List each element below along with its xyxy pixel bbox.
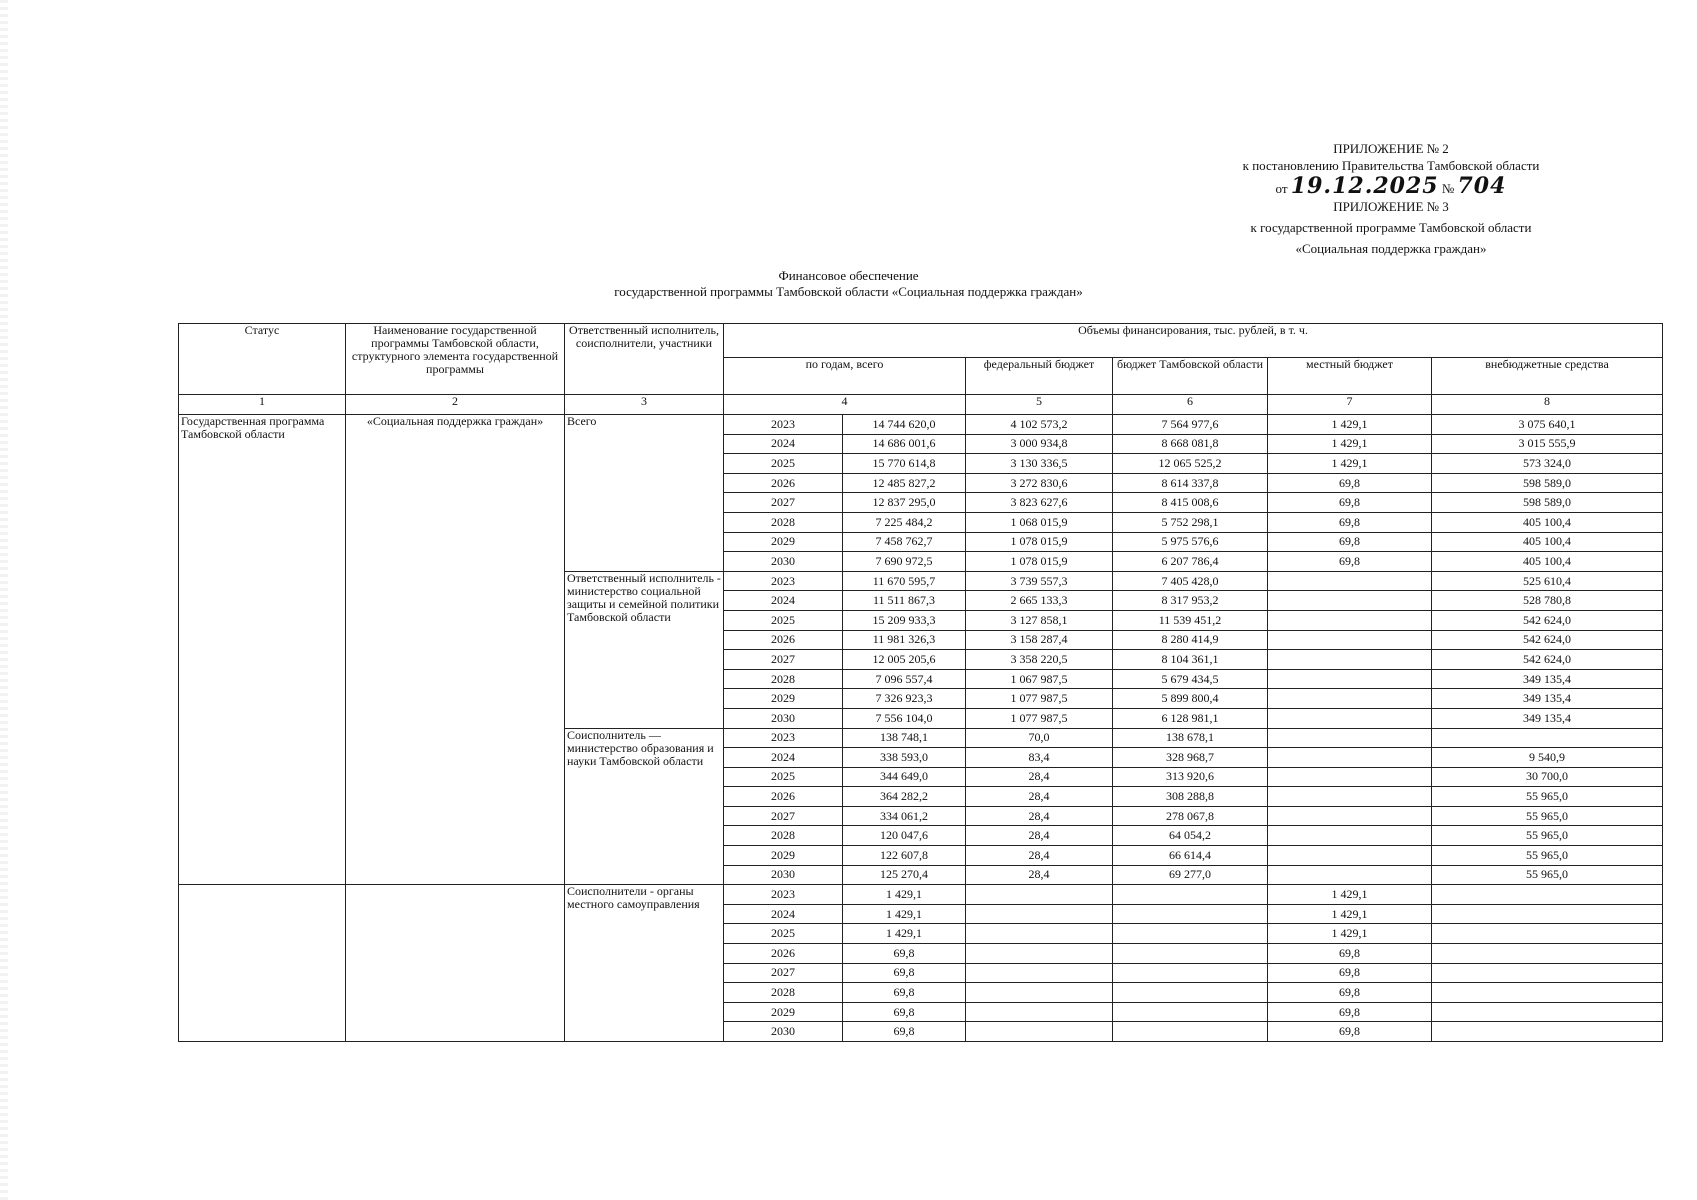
year-cell: 2028 — [724, 669, 843, 689]
total-cell: 12 485 827,2 — [843, 473, 966, 493]
extrabudgetary-cell — [1432, 924, 1663, 944]
total-cell: 11 981 326,3 — [843, 630, 966, 650]
decree-number: 704 — [1457, 173, 1507, 199]
regional-cell: 66 614,4 — [1113, 846, 1268, 866]
federal-cell: 28,4 — [966, 806, 1113, 826]
total-cell: 11 670 595,7 — [843, 571, 966, 591]
extrabudgetary-cell: 573 324,0 — [1432, 454, 1663, 474]
federal-cell — [966, 983, 1113, 1003]
total-cell: 338 593,0 — [843, 748, 966, 768]
local-cell — [1268, 708, 1432, 728]
header-regional-budget: бюджет Тамбовской области — [1113, 358, 1268, 395]
year-cell: 2030 — [724, 1022, 843, 1042]
year-cell: 2024 — [724, 591, 843, 611]
appendix-header — [1181, 140, 1601, 257]
status-cell: Государственная программа Тамбовской области — [179, 415, 346, 885]
table-body — [179, 415, 1663, 1042]
year-cell: 2029 — [724, 532, 843, 552]
local-cell — [1268, 806, 1432, 826]
extrabudgetary-cell: 405 100,4 — [1432, 552, 1663, 572]
header-extrabudgetary: внебюджетные средства — [1432, 358, 1663, 395]
extrabudgetary-cell: 55 965,0 — [1432, 826, 1663, 846]
column-number: 2 — [346, 395, 565, 415]
extrabudgetary-cell — [1432, 885, 1663, 905]
header-total-by-year: по годам, всего — [724, 358, 966, 395]
year-cell: 2024 — [724, 434, 843, 454]
extrabudgetary-cell — [1432, 1022, 1663, 1042]
federal-cell — [966, 924, 1113, 944]
regional-cell — [1113, 983, 1268, 1003]
federal-cell: 3 358 220,5 — [966, 650, 1113, 670]
total-cell: 7 458 762,7 — [843, 532, 966, 552]
regional-cell — [1113, 1022, 1268, 1042]
federal-cell: 28,4 — [966, 865, 1113, 885]
local-cell: 69,8 — [1268, 963, 1432, 983]
extrabudgetary-cell: 9 540,9 — [1432, 748, 1663, 768]
executor-cell: Соисполнитель — министерство образования и науки Тамбовской области — [565, 728, 724, 885]
program-name-cell-empty — [346, 885, 565, 1042]
total-cell: 344 649,0 — [843, 767, 966, 787]
local-cell — [1268, 728, 1432, 748]
regional-cell: 5 679 434,5 — [1113, 669, 1268, 689]
total-cell: 7 556 104,0 — [843, 708, 966, 728]
regional-cell: 8 280 414,9 — [1113, 630, 1268, 650]
local-cell — [1268, 669, 1432, 689]
number-sign: № — [1441, 181, 1455, 196]
total-cell: 125 270,4 — [843, 865, 966, 885]
federal-cell: 4 102 573,2 — [966, 415, 1113, 435]
local-cell: 1 429,1 — [1268, 454, 1432, 474]
local-cell — [1268, 767, 1432, 787]
regional-cell: 69 277,0 — [1113, 865, 1268, 885]
extrabudgetary-cell: 349 135,4 — [1432, 708, 1663, 728]
total-cell: 69,8 — [843, 1002, 966, 1022]
year-cell: 2027 — [724, 963, 843, 983]
total-cell: 12 837 295,0 — [843, 493, 966, 513]
status-cell-empty — [179, 885, 346, 1042]
scan-margin-marks — [0, 0, 8, 1200]
total-cell: 122 607,8 — [843, 846, 966, 866]
total-cell: 15 209 933,3 — [843, 610, 966, 630]
federal-cell — [966, 885, 1113, 905]
total-cell: 14 686 001,6 — [843, 434, 966, 454]
extrabudgetary-cell: 55 965,0 — [1432, 787, 1663, 807]
total-cell: 7 225 484,2 — [843, 512, 966, 532]
year-cell: 2023 — [724, 885, 843, 905]
local-cell: 69,8 — [1268, 493, 1432, 513]
total-cell: 138 748,1 — [843, 728, 966, 748]
year-cell: 2023 — [724, 571, 843, 591]
decree-reference: к постановлению Правительства Тамбовской области — [1242, 158, 1540, 173]
local-cell — [1268, 865, 1432, 885]
local-cell — [1268, 571, 1432, 591]
regional-cell: 6 207 786,4 — [1113, 552, 1268, 572]
column-number: 8 — [1432, 395, 1663, 415]
table-row — [179, 885, 1663, 905]
extrabudgetary-cell: 542 624,0 — [1432, 610, 1663, 630]
federal-cell: 3 130 336,5 — [966, 454, 1113, 474]
federal-cell: 1 078 015,9 — [966, 552, 1113, 572]
local-cell — [1268, 650, 1432, 670]
year-cell: 2026 — [724, 630, 843, 650]
year-cell: 2028 — [724, 983, 843, 1003]
column-number: 1 — [179, 395, 346, 415]
local-cell: 1 429,1 — [1268, 924, 1432, 944]
regional-cell: 5 752 298,1 — [1113, 512, 1268, 532]
year-cell: 2025 — [724, 767, 843, 787]
local-cell — [1268, 846, 1432, 866]
extrabudgetary-cell: 55 965,0 — [1432, 865, 1663, 885]
federal-cell: 28,4 — [966, 826, 1113, 846]
decree-date-number — [1181, 174, 1601, 198]
column-number: 3 — [565, 395, 724, 415]
regional-cell: 5 975 576,6 — [1113, 532, 1268, 552]
extrabudgetary-cell — [1432, 904, 1663, 924]
program-name-cell: «Социальная поддержка граждан» — [346, 415, 565, 885]
header-executor: Ответственный исполнитель, соисполнители, участники — [565, 324, 724, 395]
federal-cell: 28,4 — [966, 846, 1113, 866]
local-cell — [1268, 787, 1432, 807]
header-federal-budget: федеральный бюджет — [966, 358, 1113, 395]
regional-cell: 11 539 451,2 — [1113, 610, 1268, 630]
local-cell — [1268, 630, 1432, 650]
year-cell: 2027 — [724, 650, 843, 670]
local-cell — [1268, 748, 1432, 768]
column-number: 5 — [966, 395, 1113, 415]
local-cell — [1268, 689, 1432, 709]
regional-cell: 308 288,8 — [1113, 787, 1268, 807]
local-cell: 1 429,1 — [1268, 415, 1432, 435]
year-cell: 2029 — [724, 1002, 843, 1022]
regional-cell: 12 065 525,2 — [1113, 454, 1268, 474]
extrabudgetary-cell: 542 624,0 — [1432, 630, 1663, 650]
year-cell: 2027 — [724, 806, 843, 826]
year-cell: 2029 — [724, 689, 843, 709]
local-cell: 69,8 — [1268, 512, 1432, 532]
federal-cell: 2 665 133,3 — [966, 591, 1113, 611]
year-cell: 2030 — [724, 865, 843, 885]
federal-cell: 3 823 627,6 — [966, 493, 1113, 513]
federal-cell: 3 000 934,8 — [966, 434, 1113, 454]
total-cell: 334 061,2 — [843, 806, 966, 826]
column-number: 6 — [1113, 395, 1268, 415]
federal-cell: 28,4 — [966, 787, 1113, 807]
regional-cell: 8 614 337,8 — [1113, 473, 1268, 493]
extrabudgetary-cell: 349 135,4 — [1432, 689, 1663, 709]
table-row — [179, 415, 1663, 435]
total-cell: 120 047,6 — [843, 826, 966, 846]
total-cell: 69,8 — [843, 983, 966, 1003]
total-cell: 69,8 — [843, 963, 966, 983]
executor-cell: Всего — [565, 415, 724, 572]
extrabudgetary-cell: 405 100,4 — [1432, 512, 1663, 532]
federal-cell — [966, 963, 1113, 983]
regional-cell — [1113, 904, 1268, 924]
from-prefix: от — [1275, 181, 1288, 196]
extrabudgetary-cell: 542 624,0 — [1432, 650, 1663, 670]
header-local-budget: местный бюджет — [1268, 358, 1432, 395]
year-cell: 2026 — [724, 787, 843, 807]
decree-date: 19.12.2025 — [1290, 173, 1439, 199]
local-cell: 69,8 — [1268, 532, 1432, 552]
program-reference: к государственной программе Тамбовской области — [1250, 220, 1532, 235]
extrabudgetary-cell: 405 100,4 — [1432, 532, 1663, 552]
year-cell: 2026 — [724, 473, 843, 493]
federal-cell: 83,4 — [966, 748, 1113, 768]
extrabudgetary-cell: 3 015 555,9 — [1432, 434, 1663, 454]
extrabudgetary-cell: 30 700,0 — [1432, 767, 1663, 787]
regional-cell: 64 054,2 — [1113, 826, 1268, 846]
year-cell: 2027 — [724, 493, 843, 513]
extrabudgetary-cell: 3 075 640,1 — [1432, 415, 1663, 435]
column-number: 4 — [724, 395, 966, 415]
year-cell: 2029 — [724, 846, 843, 866]
executor-cell: Соисполнители - органы местного самоуправления — [565, 885, 724, 1042]
regional-cell: 7 405 428,0 — [1113, 571, 1268, 591]
regional-cell — [1113, 885, 1268, 905]
extrabudgetary-cell — [1432, 728, 1663, 748]
year-cell: 2025 — [724, 610, 843, 630]
extrabudgetary-cell: 598 589,0 — [1432, 493, 1663, 513]
extrabudgetary-cell — [1432, 1002, 1663, 1022]
regional-cell: 138 678,1 — [1113, 728, 1268, 748]
total-cell: 69,8 — [843, 944, 966, 964]
total-cell: 14 744 620,0 — [843, 415, 966, 435]
regional-cell: 8 668 081,8 — [1113, 434, 1268, 454]
federal-cell: 1 068 015,9 — [966, 512, 1113, 532]
federal-cell: 1 077 987,5 — [966, 689, 1113, 709]
regional-cell: 8 415 008,6 — [1113, 493, 1268, 513]
appendix-2-label: ПРИЛОЖЕНИЕ № 2 — [1333, 141, 1449, 156]
local-cell: 1 429,1 — [1268, 434, 1432, 454]
extrabudgetary-cell: 55 965,0 — [1432, 846, 1663, 866]
local-cell: 69,8 — [1268, 1002, 1432, 1022]
year-cell: 2023 — [724, 728, 843, 748]
header-program-name: Наименование государственной программы Тамбовской области, структурного элемента государственной программы — [346, 324, 565, 395]
local-cell — [1268, 610, 1432, 630]
header-status: Статус — [179, 324, 346, 395]
extrabudgetary-cell: 55 965,0 — [1432, 806, 1663, 826]
title-line-2: государственной программы Тамбовской области «Социальная поддержка граждан» — [614, 284, 1083, 299]
total-cell: 69,8 — [843, 1022, 966, 1042]
year-cell: 2030 — [724, 708, 843, 728]
local-cell: 69,8 — [1268, 473, 1432, 493]
regional-cell: 5 899 800,4 — [1113, 689, 1268, 709]
executor-cell: Ответственный исполнитель - министерство социальной защиты и семейной политики Тамбовской области — [565, 571, 724, 728]
regional-cell — [1113, 944, 1268, 964]
total-cell: 364 282,2 — [843, 787, 966, 807]
regional-cell: 328 968,7 — [1113, 748, 1268, 768]
column-number: 7 — [1268, 395, 1432, 415]
year-cell: 2030 — [724, 552, 843, 572]
local-cell: 69,8 — [1268, 552, 1432, 572]
document-title — [0, 268, 1697, 300]
regional-cell — [1113, 963, 1268, 983]
extrabudgetary-cell — [1432, 983, 1663, 1003]
extrabudgetary-cell: 349 135,4 — [1432, 669, 1663, 689]
program-quote: «Социальная поддержка граждан» — [1295, 241, 1487, 256]
total-cell: 7 096 557,4 — [843, 669, 966, 689]
federal-cell: 3 272 830,6 — [966, 473, 1113, 493]
local-cell: 1 429,1 — [1268, 885, 1432, 905]
federal-cell — [966, 1022, 1113, 1042]
year-cell: 2028 — [724, 826, 843, 846]
total-cell: 1 429,1 — [843, 904, 966, 924]
federal-cell — [966, 944, 1113, 964]
year-cell: 2024 — [724, 904, 843, 924]
regional-cell: 8 317 953,2 — [1113, 591, 1268, 611]
year-cell: 2028 — [724, 512, 843, 532]
total-cell: 1 429,1 — [843, 924, 966, 944]
federal-cell: 3 158 287,4 — [966, 630, 1113, 650]
local-cell: 69,8 — [1268, 1022, 1432, 1042]
extrabudgetary-cell — [1432, 944, 1663, 964]
title-line-1: Финансовое обеспечение — [778, 268, 919, 283]
header-financing-volume: Объемы финансирования, тыс. рублей, в т. ч. — [724, 324, 1663, 358]
total-cell: 7 326 923,3 — [843, 689, 966, 709]
year-cell: 2026 — [724, 944, 843, 964]
year-cell: 2024 — [724, 748, 843, 768]
year-cell: 2025 — [724, 924, 843, 944]
federal-cell: 70,0 — [966, 728, 1113, 748]
regional-cell: 7 564 977,6 — [1113, 415, 1268, 435]
extrabudgetary-cell: 598 589,0 — [1432, 473, 1663, 493]
local-cell: 1 429,1 — [1268, 904, 1432, 924]
regional-cell: 6 128 981,1 — [1113, 708, 1268, 728]
regional-cell — [1113, 1002, 1268, 1022]
federal-cell: 1 067 987,5 — [966, 669, 1113, 689]
regional-cell — [1113, 924, 1268, 944]
total-cell: 12 005 205,6 — [843, 650, 966, 670]
local-cell — [1268, 591, 1432, 611]
federal-cell — [966, 904, 1113, 924]
appendix-3-label: ПРИЛОЖЕНИЕ № 3 — [1333, 199, 1449, 214]
local-cell: 69,8 — [1268, 944, 1432, 964]
total-cell: 11 511 867,3 — [843, 591, 966, 611]
federal-cell — [966, 1002, 1113, 1022]
regional-cell: 8 104 361,1 — [1113, 650, 1268, 670]
federal-cell: 3 739 557,3 — [966, 571, 1113, 591]
regional-cell: 278 067,8 — [1113, 806, 1268, 826]
federal-cell: 28,4 — [966, 767, 1113, 787]
total-cell: 15 770 614,8 — [843, 454, 966, 474]
local-cell — [1268, 826, 1432, 846]
federal-cell: 1 077 987,5 — [966, 708, 1113, 728]
extrabudgetary-cell — [1432, 963, 1663, 983]
extrabudgetary-cell: 525 610,4 — [1432, 571, 1663, 591]
extrabudgetary-cell: 528 780,8 — [1432, 591, 1663, 611]
year-cell: 2023 — [724, 415, 843, 435]
financing-table — [178, 323, 1663, 1042]
total-cell: 7 690 972,5 — [843, 552, 966, 572]
year-cell: 2025 — [724, 454, 843, 474]
federal-cell: 1 078 015,9 — [966, 532, 1113, 552]
federal-cell: 3 127 858,1 — [966, 610, 1113, 630]
regional-cell: 313 920,6 — [1113, 767, 1268, 787]
total-cell: 1 429,1 — [843, 885, 966, 905]
local-cell: 69,8 — [1268, 983, 1432, 1003]
